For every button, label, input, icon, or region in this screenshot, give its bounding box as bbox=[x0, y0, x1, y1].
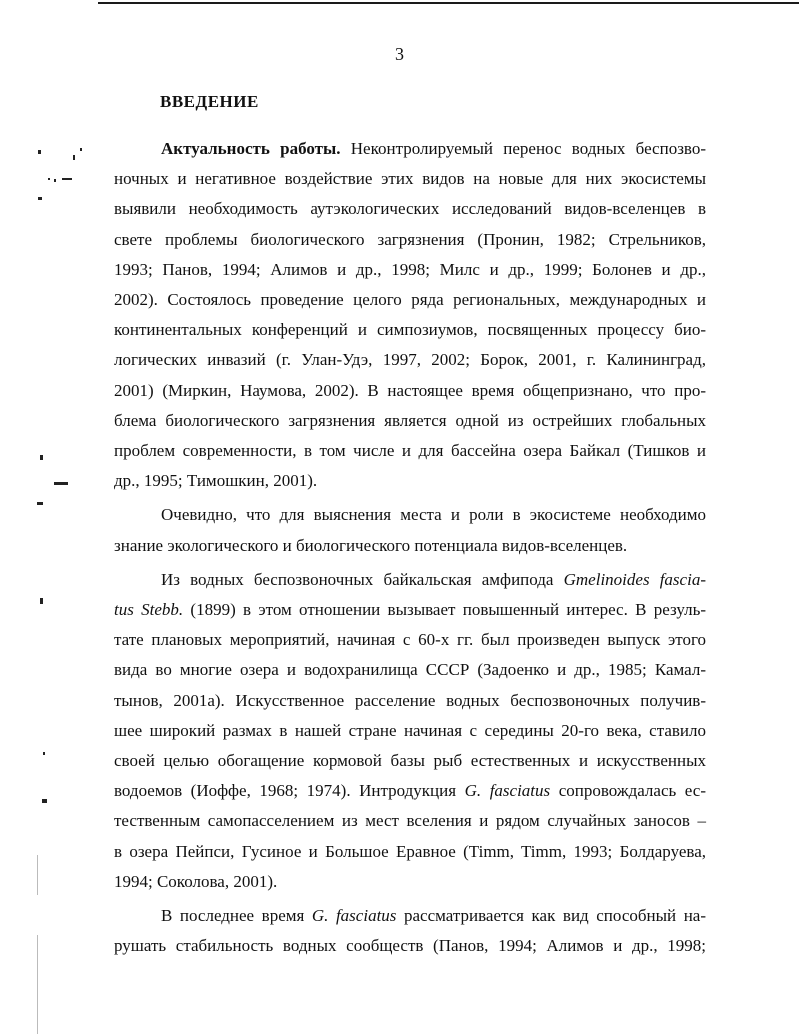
scan-edge-line bbox=[37, 935, 38, 1034]
text-line: водоемов (Иоффе, 1968; 1974). Интродукция G. fasciatus сопровождалась ес- bbox=[114, 781, 706, 801]
text-line: 2001) (Миркин, Наумова, 2002). В настоящее время общепризнано, что про- bbox=[114, 380, 706, 400]
scan-speck bbox=[43, 752, 45, 755]
scan-speck bbox=[42, 799, 47, 803]
scan-speck bbox=[37, 502, 43, 505]
text-line: tus Stebb. (1899) в этом отношении вызывает повышенный интерес. В резуль- bbox=[114, 600, 707, 620]
text-line: шее широкий размах в нашей стране начиная с середины 20-го века, ставило bbox=[114, 720, 706, 740]
scan-edge-line bbox=[37, 855, 38, 895]
scan-speck bbox=[54, 482, 68, 485]
scan-speck bbox=[48, 178, 50, 180]
text-line: проблем современности, в том числе и для бассейна озера Байкал (Тишков и bbox=[114, 441, 706, 461]
scan-speck bbox=[38, 197, 42, 200]
scan-speck bbox=[54, 179, 56, 182]
text-line: тынов, 2001а). Искусственное расселение водных беспозвоночных получив- bbox=[114, 690, 706, 710]
scan-speck bbox=[73, 155, 75, 160]
section-heading: ВВЕДЕНИЕ bbox=[160, 92, 259, 111]
text-line: др., 1995; Тимошкин, 2001). bbox=[114, 471, 318, 491]
text-line: В последнее время G. fasciatus рассматривается как вид способный на- bbox=[161, 906, 706, 926]
scan-speck bbox=[40, 455, 43, 460]
text-line: 1994; Соколова, 2001). bbox=[114, 871, 278, 891]
text-line: тественным самопасселением из мест вселения и рядом случайных заносов – bbox=[114, 811, 706, 831]
text-line: знание экологического и биологического потенциала видов-вселенцев. bbox=[114, 535, 628, 555]
body-text bbox=[114, 134, 706, 961]
text-line: континентальных конференций и симпозиумов, посвященных процессу био- bbox=[114, 320, 706, 340]
text-line: тате плановых мероприятий, начиная с 60-х гг. был произведен выпуск этого bbox=[114, 630, 706, 650]
text-line: Актуальность работы. Неконтролируемый перенос водных беспозво- bbox=[161, 139, 706, 158]
text-line: выявили необходимость аутэкологических исследований видов-вселенцев в bbox=[114, 199, 706, 219]
text-line: рушать стабильность водных сообществ (Панов, 1994; Алимов и др., 1998; bbox=[114, 936, 706, 956]
scan-speck bbox=[38, 150, 41, 154]
text-line: ночных и негативное воздействие этих видов на новые для них экосистемы bbox=[114, 169, 706, 189]
text-line: логических инвазий (г. Улан-Удэ, 1997, 2002; Борок, 2001, г. Калининград, bbox=[114, 350, 706, 370]
text-line: Из водных беспозвоночных байкальская амфипода Gmelinoides fascia- bbox=[161, 569, 706, 589]
text-line: 2002). Состоялось проведение целого ряда региональных, международных и bbox=[114, 290, 706, 310]
text-line: блема биологического загрязнения является одной из острейших глобальных bbox=[114, 410, 706, 430]
scan-speck bbox=[62, 178, 72, 180]
top-rule bbox=[98, 2, 799, 4]
scan-speck bbox=[40, 598, 43, 604]
scan-speck bbox=[80, 148, 82, 151]
text-line: вида во многие озера и водохранилища СССР (Задоенко и др., 1985; Камал- bbox=[114, 660, 706, 680]
text-line: свете проблемы биологического загрязнения (Пронин, 1982; Стрельников, bbox=[114, 229, 706, 249]
text-line: 1993; Панов, 1994; Алимов и др., 1998; Милс и др., 1999; Болонев и др., bbox=[114, 259, 706, 279]
text-line: в озера Пейпси, Гусиное и Большое Еравное (Timm, Timm, 1993; Болдаруева, bbox=[114, 841, 706, 861]
text-line: своей целью обогащение кормовой базы рыб естественных и искусственных bbox=[114, 751, 706, 771]
text-line: Очевидно, что для выяснения места и роли в экосистеме необходимо bbox=[161, 505, 706, 525]
page-number: 3 bbox=[395, 44, 404, 64]
